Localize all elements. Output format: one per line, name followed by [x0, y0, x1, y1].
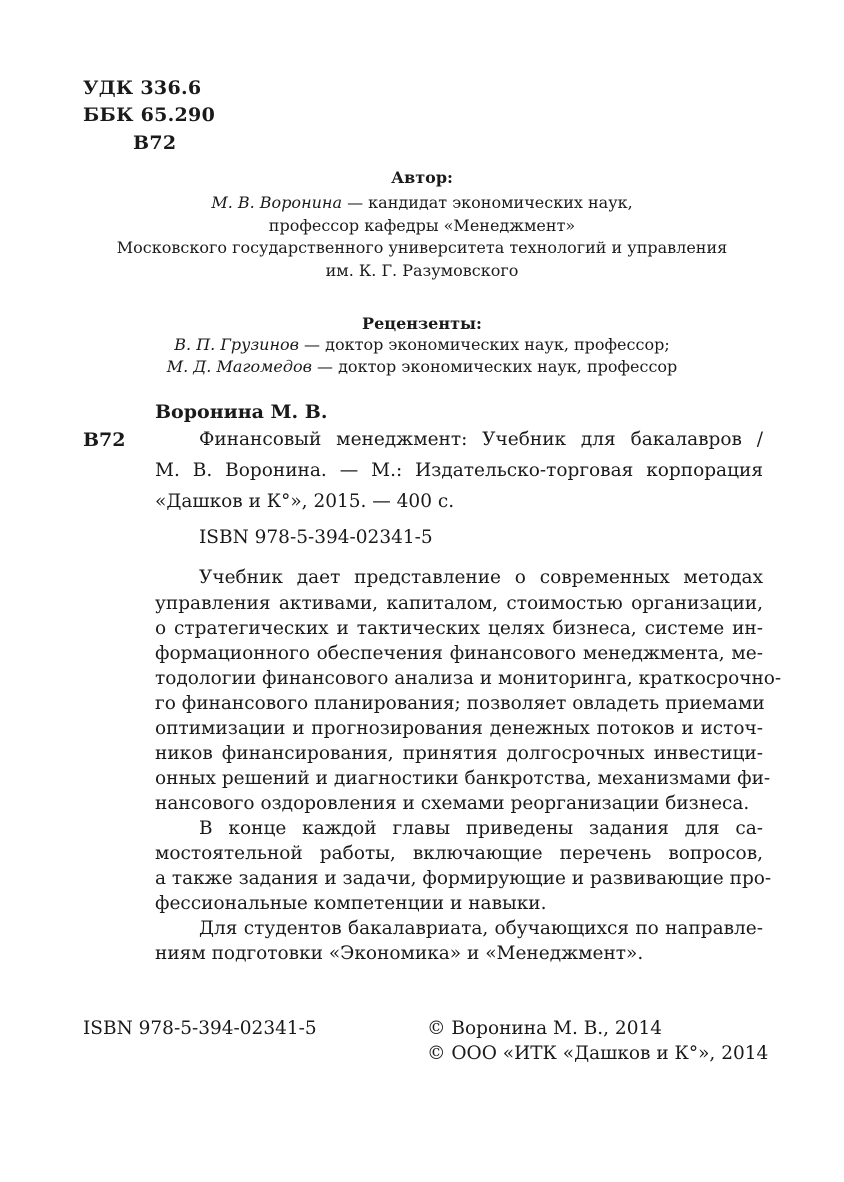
annotation-p1-line-1: Учебник дает представление о современных методах [199, 567, 763, 588]
footer-isbn: ISBN 978-5-394-02341-5 [83, 1018, 317, 1039]
reviewer-2 [0, 357, 844, 376]
annotation-p1-line-3: о стратегических и тактических целях бизнеса, системе ин- [155, 618, 763, 639]
bbk-code: ББК 65.290 [83, 104, 216, 126]
catalog-author: Воронина М. В. [155, 401, 328, 423]
author-desc: — кандидат экономических наук, [341, 193, 633, 212]
annotation-p2-line-1: В конце каждой главы приведены задания для са- [199, 818, 763, 839]
annotation-p2-line-2: мостоятельной работы, включающие перечень вопросов, [155, 843, 763, 864]
annotation-p1-last: нансового оздоровления и схемами реорганизации бизнеса. [155, 793, 750, 814]
annotation-p2-line-3: а также задания и задачи, формирующие и развивающие про- [155, 868, 772, 889]
reviewer-1-name: В. П. Грузинов [174, 335, 299, 354]
annotation-p2-last: фессиональные компетенции и навыки. [155, 893, 547, 914]
reviewer-2-name: М. Д. Магомедов [166, 357, 312, 376]
catalog-isbn: ISBN 978-5-394-02341-5 [199, 527, 433, 548]
reviewer-1-desc: — доктор экономических наук, профессор; [298, 335, 670, 354]
annotation-p1-line-5: тодологии финансового анализа и мониторинга, краткосрочно- [155, 668, 782, 689]
reviewer-1 [0, 335, 844, 354]
author-heading: Автор: [391, 168, 453, 187]
catalog-mark: В72 [83, 429, 126, 451]
author-line-3: Московского государственного университета технологий и управления [116, 238, 728, 257]
bib-line-2: М. В. Воронина. — М.: Издательско-торговая корпорация [155, 460, 763, 481]
author-line-1 [0, 193, 844, 212]
footer-copyright-author: © Воронина М. В., 2014 [427, 1018, 663, 1039]
author-name: М. В. Воронина [211, 193, 342, 212]
reviewers-heading: Рецензенты: [362, 314, 482, 333]
bib-line-3: «Дашков и К°», 2015. — 400 с. [155, 491, 455, 512]
annotation-p1-line-2: управления активами, капиталом, стоимостью организации, [155, 593, 763, 614]
author-line-4: им. К. Г. Разумовского [325, 261, 519, 280]
annotation-p3-line-1: Для студентов бакалавриата, обучающихся по направле- [199, 918, 763, 939]
reviewer-2-desc: — доктор экономических наук, профессор [311, 357, 678, 376]
annotation-p3-last: ниям подготовки «Экономика» и «Менеджмент». [155, 943, 644, 964]
bib-line-1: Финансовый менеджмент: Учебник для бакалавров / [199, 429, 763, 450]
udk-code: УДК 336.6 [83, 77, 202, 99]
author-line-2: профессор кафедры «Менеджмент» [268, 216, 576, 235]
footer-copyright-publisher: © ООО «ИТК «Дашков и К°», 2014 [427, 1043, 769, 1064]
annotation-p1-line-6: го финансового планирования; позволяет овладеть приемами [155, 693, 765, 714]
annotation-p1-line-9: онных решений и диагностики банкротства, механизмами фи- [155, 768, 771, 789]
annotation-p1-line-4: формационного обеспечения финансового менеджмента, ме- [155, 643, 763, 664]
annotation-p1-line-7: оптимизации и прогнозирования денежных потоков и источ- [155, 718, 763, 739]
annotation-p1-line-8: ников финансирования, принятия долгосрочных инвестици- [155, 743, 763, 764]
author-mark: В72 [133, 132, 177, 154]
